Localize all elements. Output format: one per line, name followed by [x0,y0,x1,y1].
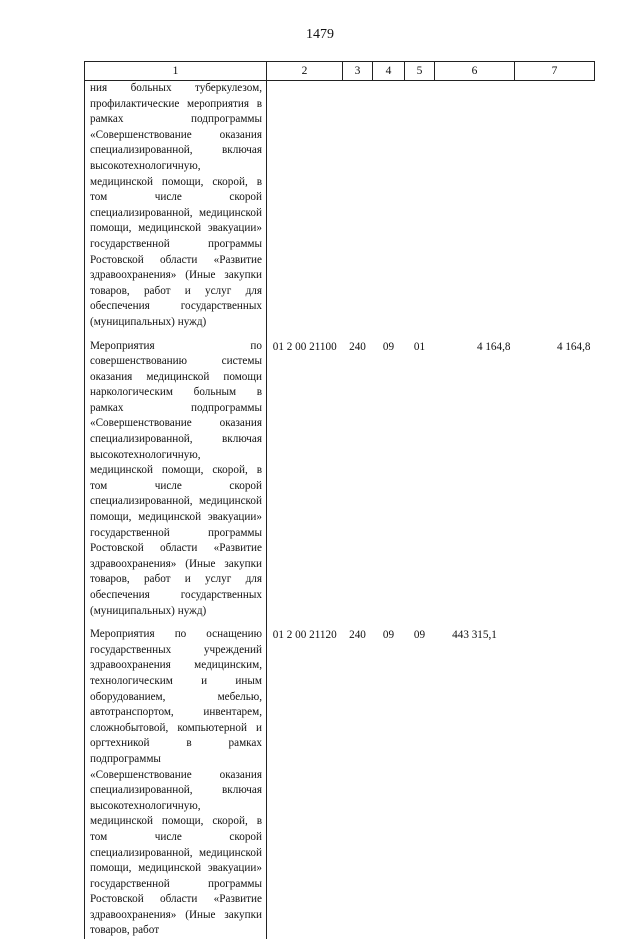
row-amount-col7 [515,627,595,939]
page-number: 1479 [306,27,334,42]
row-target-code: 01 2 00 21100 [272,340,337,353]
table-row [85,81,595,339]
row-target-code [267,81,343,339]
row-section: 09 [382,340,395,353]
col-header-4: 4 [373,62,405,81]
col-header-1: 1 [85,62,267,81]
row-expense-type [343,81,373,339]
col-header-6: 6 [435,62,515,81]
budget-table [84,61,595,939]
table-row [85,627,595,939]
row-description: ния больных туберкулезом, профилактические мероприятия в рамках подпрограммы «Совершенствование оказания специализированной, включая высокотехнологичную, медицинской помощи, скорой, в том числе скорой специализированной, медицинской помощи, медицинской эвакуации» государственной программы Ростовской области «Развитие здравоохранения» (Иные закупки товаров, работ и услуг для обеспечения государственных (муниципальных) нужд) [85,81,267,339]
row-subsection: 09 [413,629,426,642]
row-description: Мероприятия по оснащению государственных учреждений здравоохранения медицинским, технологическим и иным оборудованием, мебелью, автотранспортом, инвентарем, сложнобытовой, компьютерной и оргтехникой в рамках подпрограммы «Совершенствование оказания специализированной, включая высокотехнологичную, медицинской помощи, скорой, в том числе скорой специализированной, медицинской помощи, медицинской эвакуации» государственной программы Ростовской области «Развитие здравоохранения» (Иные закупки товаров, работ [85,627,267,939]
row-expense-type: 240 [349,340,366,353]
row-amount-col6: 4 164,8 [476,340,511,353]
col-header-7: 7 [515,62,595,81]
col-header-5: 5 [405,62,435,81]
row-amount-col7 [515,81,595,339]
row-description: Мероприятия по совершенствованию системы оказания медицинской помощи наркологическим больным в рамках подпрограммы «Совершенствование оказания специализированной, включая высокотехнологичную, медицинской помощи, скорой, в том числе скорой специализированной, медицинской помощи, медицинской эвакуации» государственной программы Ростовской области «Развитие здравоохранения» (Иные закупки товаров, работ и услуг для обеспечения государственных (муниципальных) нужд) [85,339,267,628]
row-amount-col6 [435,81,515,339]
row-expense-type: 240 [349,629,366,642]
table-row [85,339,595,628]
header-row [85,62,595,81]
row-section: 09 [382,629,395,642]
col-header-2: 2 [267,62,343,81]
col-header-3: 3 [343,62,373,81]
row-amount-col6: 443 315,1 [452,629,497,642]
row-subsection [405,81,435,339]
row-amount-col7: 4 164,8 [556,340,591,353]
row-section [373,81,405,339]
row-target-code: 01 2 00 21120 [272,629,337,642]
row-subsection: 01 [413,340,426,353]
